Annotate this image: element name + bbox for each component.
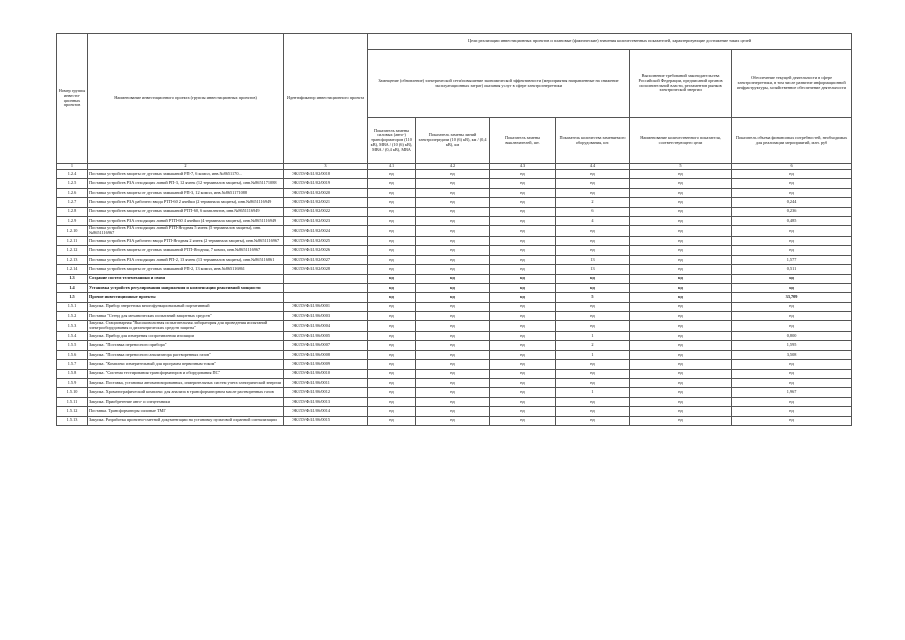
indicator-4-3-cell: нд [490,198,556,207]
indicator-4-3-cell: нд [490,341,556,350]
indicator-4-4-cell: 1 [556,332,630,341]
indicator-6-cell: нд [732,188,852,197]
table-row [57,255,852,264]
indicator-6-cell: нд [732,312,852,321]
column-number: 4.1 [368,164,416,170]
project-name-cell: Поставка устройств защиты от дуговых замыканий РП-2, 13 компл, инв.№865116861 [88,265,284,274]
project-name-cell: Закупка. "Система тестирования трансформаторов и оборудования ПС" [88,369,284,378]
project-id-cell: ЭК/ЛЭ/Ф/41/02/0024 [284,226,368,237]
project-id-cell: ЭК/ЛЭ/Ф/41/02/0019 [284,179,368,188]
indicator-4-4-cell: нд [556,379,630,388]
column-number: 6 [732,164,852,170]
project-name-cell: Поставка устройств РЗА отходящих линий РТП-60 4 ячейки (4 терминала защиты), инв.№8651116949 [88,216,284,225]
indicator-4-4-cell: нд [556,312,630,321]
project-name-cell: Закупка. Приобретение авто- и спецтехники [88,397,284,406]
indicator-6-cell: нд [732,379,852,388]
indicator-4-1-cell: нд [368,226,416,237]
column-number: 4.2 [416,164,490,170]
indicator-5-cell: нд [630,198,732,207]
indicator-4-2-cell: нд [416,293,490,302]
row-number-cell: 1.5.10 [57,388,88,397]
indicator-4-2-cell: нд [416,188,490,197]
row-number-cell: 1.2.12 [57,246,88,255]
project-id-cell: ЭК/ЛЭ/Ф/41/06/0011 [284,379,368,388]
indicator-6-cell: нд [732,236,852,245]
indicator-4-3-cell: нд [490,246,556,255]
indicator-4-1-cell: нд [368,407,416,416]
indicator-4-4-cell: 2 [556,198,630,207]
indicator-4-2-cell: нд [416,216,490,225]
indicator-6-cell: 0,244 [732,198,852,207]
indicator-4-2-cell: нд [416,236,490,245]
table-row [57,207,852,216]
indicator-4-4-cell: нд [556,302,630,311]
project-id-cell: ЭК/ЛЭ/Ф/41/06/0005 [284,332,368,341]
indicator-4-2-cell: нд [416,283,490,292]
indicator-5-cell: нд [630,216,732,225]
indicator-4-2-cell: нд [416,341,490,350]
header-indicator-6: Показатель объема финансовых потребностей, необходимых для реализации мероприятий, млн. руб [732,118,852,164]
indicator-4-3-cell: нд [490,216,556,225]
project-name-cell: Поставка "Стенд для механических испытаний защитных средств" [88,312,284,321]
indicator-4-1-cell: нд [368,179,416,188]
table-row [57,388,852,397]
project-id-cell: ЭК/ЛЭ/Ф/41/06/0012 [284,388,368,397]
indicator-6-cell: нд [732,302,852,311]
indicator-4-4-cell: 1 [556,388,630,397]
column-number: 2 [88,164,284,170]
row-number-cell: 1.2.14 [57,265,88,274]
header-indicator-4-4: Показатель количества заменяемого оборудования, шт. [556,118,630,164]
table-row [57,332,852,341]
row-number-cell: 1.5.1 [57,302,88,311]
indicator-4-1-cell: нд [368,312,416,321]
indicator-6-cell: нд [732,407,852,416]
header-group-number: Номер группы инвести-ционных проектов [57,34,88,164]
indicator-4-3-cell: нд [490,321,556,332]
indicator-5-cell: нд [630,283,732,292]
indicator-4-1-cell: нд [368,388,416,397]
indicator-4-2-cell: нд [416,360,490,369]
indicator-4-2-cell: нд [416,179,490,188]
header-group-compliance: Выполнение требований законодательства Российской Федерации, предписаний органов исполнительной власти, регламентов рынков электрической энергии [630,50,732,118]
indicator-6-cell: нд [732,179,852,188]
project-id-cell: ЭК/ЛЭ/Ф/41/02/0023 [284,216,368,225]
indicator-4-2-cell: нд [416,170,490,179]
indicator-4-3-cell: нд [490,397,556,406]
indicator-4-4-cell: нд [556,321,630,332]
indicator-4-2-cell: нд [416,397,490,406]
indicator-6-cell: нд [732,246,852,255]
table-row [57,379,852,388]
project-id-cell: ЭК/ЛЭ/Ф/41/02/0018 [284,170,368,179]
indicator-4-4-cell: нд [556,170,630,179]
row-number-cell: 1.2.6 [57,188,88,197]
indicator-5-cell: нд [630,255,732,264]
indicator-4-1-cell: нд [368,236,416,245]
row-number-cell: 1.5.13 [57,416,88,425]
indicator-5-cell: нд [630,360,732,369]
project-name-cell: Поставка устройств защиты от дуговых замыканий РП-7, 6 компл, инв.№8651170... [88,170,284,179]
indicator-5-cell: нд [630,293,732,302]
indicator-4-3-cell: нд [490,265,556,274]
indicator-5-cell: нд [630,397,732,406]
project-name-cell: Поставка устройств РЗА рабочего ввода РТП-Ягодная 2 ячеек (2 терминала защиты), инв.№8651116967 [88,236,284,245]
indicator-4-4-cell: 2 [556,341,630,350]
header-indicator-4-1: Показатель замены силовых (авто-) трансформаторов (110 кВ), МВА / (10 (6) кВ), МВА / (0,4 кВ), МВА [368,118,416,164]
project-name-cell: Создание систем телемеханики и связи [88,274,284,283]
project-name-cell: Поставка устройств защиты от дуговых замыканий РП-3, 12 компл, инв.№8651171088 [88,188,284,197]
indicator-4-2-cell: нд [416,350,490,359]
row-number-cell: 1.5.7 [57,360,88,369]
project-name-cell: Закупка. "Поставка переносного анализатора растворенных газов" [88,350,284,359]
table-row [57,302,852,311]
indicator-4-3-cell: нд [490,332,556,341]
indicator-4-2-cell: нд [416,369,490,378]
column-number: 3 [284,164,368,170]
table-row [57,226,852,237]
project-id-cell: ЭК/ЛЭ/Ф/41/02/0027 [284,255,368,264]
indicator-4-1-cell: нд [368,350,416,359]
table-row [57,216,852,225]
project-name-cell: Поставка. Трансформаторы силовые ТМГ [88,407,284,416]
table-row [57,283,852,292]
table-row [57,293,852,302]
project-name-cell: Поставка устройств РЗА отходящих линий РП-2, 13 ячеек (13 терминалов защиты), инв.№865116861 [88,255,284,264]
indicator-4-1-cell: нд [368,216,416,225]
header-indicator-4-2: Показатель замены линий электропередачи (10 (6) кВ), км / (0,4 кВ), км [416,118,490,164]
indicator-5-cell: нд [630,350,732,359]
table-body [57,164,852,426]
indicator-4-3-cell: нд [490,207,556,216]
row-number-cell: 1.5.4 [57,332,88,341]
indicator-4-4-cell: нд [556,236,630,245]
project-name-cell: Закупка. Разработка проектно-сметной документации на установку пультовой охранной сигнализации [88,416,284,425]
indicator-4-3-cell: нд [490,170,556,179]
indicator-4-2-cell: нд [416,207,490,216]
indicator-4-2-cell: нд [416,265,490,274]
project-id-cell: ЭК/ЛЭ/Ф/41/02/0022 [284,207,368,216]
project-name-cell: Закупка. "Комплекс измерительный для программ первичным током" [88,360,284,369]
indicator-4-1-cell: нд [368,198,416,207]
project-name-cell: Закупка. Хроматографический комплекс для анализа в трансформаторном масле растворенных газов [88,388,284,397]
column-number: 4.4 [556,164,630,170]
indicator-4-4-cell: нд [556,274,630,283]
project-id-cell [284,274,368,283]
indicator-4-3-cell: нд [490,226,556,237]
indicator-4-1-cell: нд [368,293,416,302]
indicator-4-2-cell: нд [416,226,490,237]
indicator-4-3-cell: нд [490,312,556,321]
row-number-cell: 1.5.5 [57,341,88,350]
project-id-cell: ЭК/ЛЭ/Ф/41/02/0025 [284,236,368,245]
header-group-support: Обеспечение текущей деятельности в сфере электроэнергетики, в том числе развитие информационной инфраструктуры, хозяйственное обеспечение деятельности [732,50,852,118]
row-number-cell: 1.5.8 [57,369,88,378]
indicator-4-3-cell: нд [490,388,556,397]
project-id-cell: ЭК/ЛЭ/Ф/41/06/0013 [284,397,368,406]
table-row [57,236,852,245]
indicator-6-cell: нд [732,321,852,332]
indicator-4-3-cell: нд [490,369,556,378]
indicator-4-4-cell: 13 [556,265,630,274]
indicator-4-1-cell: нд [368,321,416,332]
indicator-5-cell: нд [630,341,732,350]
indicator-4-1-cell: нд [368,265,416,274]
row-number-cell: 1.2.11 [57,236,88,245]
indicator-4-3-cell: нд [490,360,556,369]
indicator-4-2-cell: нд [416,321,490,332]
table-row [57,369,852,378]
row-number-cell: 1.5.11 [57,397,88,406]
indicator-4-1-cell: нд [368,416,416,425]
indicator-6-cell: 33,709 [732,293,852,302]
indicator-4-1-cell: нд [368,207,416,216]
table-row [57,360,852,369]
indicator-6-cell: 0,511 [732,265,852,274]
indicator-4-1-cell: нд [368,283,416,292]
indicator-4-1-cell: нд [368,369,416,378]
indicator-4-2-cell: нд [416,302,490,311]
project-name-cell: Установка устройств регулирования напряжения и компенсации реактивной мощности [88,283,284,292]
indicator-4-1-cell: нд [368,170,416,179]
project-name-cell: Поставка устройств защиты от дуговых замыканий РТП-60, 6 комплектов, инв.№8651116949 [88,207,284,216]
column-number: 5 [630,164,732,170]
indicator-4-2-cell: нд [416,407,490,416]
indicator-4-2-cell: нд [416,198,490,207]
indicator-5-cell: нд [630,332,732,341]
header-project-id: Идентификатор инвестиционного проекта [284,34,368,164]
row-number-cell: 1.3 [57,274,88,283]
table-row [57,265,852,274]
project-name-cell: Поставка устройств защиты от дуговых замыканий РТП-Ягодная, 7 компл, инв.№8651116967 [88,246,284,255]
indicator-4-2-cell: нд [416,312,490,321]
indicator-4-3-cell: нд [490,255,556,264]
indicator-5-cell: нд [630,274,732,283]
indicator-6-cell: 0,236 [732,207,852,216]
indicator-4-1-cell: нд [368,341,416,350]
project-id-cell: ЭК/ЛЭ/Ф/41/02/0021 [284,198,368,207]
project-id-cell: ЭК/ЛЭ/Ф/41/06/0010 [284,369,368,378]
indicator-6-cell: 1,577 [732,255,852,264]
indicator-4-3-cell: нд [490,379,556,388]
indicator-6-cell: нд [732,283,852,292]
table-row [57,188,852,197]
project-id-cell [284,293,368,302]
row-number-cell: 1.2.10 [57,226,88,237]
indicator-4-4-cell: нд [556,369,630,378]
investment-report-table [56,33,851,426]
indicator-4-1-cell: нд [368,397,416,406]
row-number-cell: 1.2.7 [57,198,88,207]
indicator-4-1-cell: нд [368,255,416,264]
indicator-4-2-cell: нд [416,246,490,255]
project-name-cell: Закупка. "Поставка переносного прибора" [88,341,284,350]
row-number-cell: 1.5.12 [57,407,88,416]
table-row [57,350,852,359]
header-project-name: Наименование инвестиционного проекта (группы инвестиционных проектов) [88,34,284,164]
project-id-cell: ЭК/ЛЭ/Ф/41/02/0026 [284,246,368,255]
indicator-5-cell: нд [630,226,732,237]
indicator-4-3-cell: нд [490,274,556,283]
project-id-cell: ЭК/ЛЭ/Ф/41/06/0014 [284,407,368,416]
indicator-4-4-cell: нд [556,226,630,237]
indicator-4-4-cell: 13 [556,255,630,264]
indicator-4-2-cell: нд [416,274,490,283]
project-name-cell: Поставка устройств РЗА отходящих линий РП-3, 12 ячеек (12 терминалов защиты), инв.№8651171088 [88,179,284,188]
indicator-4-4-cell: нд [556,416,630,425]
project-name-cell: Прочие инвестиционные проекты [88,293,284,302]
indicator-4-2-cell: нд [416,379,490,388]
indicator-4-1-cell: нд [368,188,416,197]
indicator-5-cell: нд [630,179,732,188]
indicator-6-cell: нд [732,416,852,425]
indicator-6-cell: нд [732,170,852,179]
row-number-cell: 1.2.5 [57,179,88,188]
table-row [57,198,852,207]
indicator-4-3-cell: нд [490,293,556,302]
indicator-4-3-cell: нд [490,236,556,245]
indicator-5-cell: нд [630,302,732,311]
indicator-4-2-cell: нд [416,388,490,397]
indicator-5-cell: нд [630,407,732,416]
indicator-4-4-cell: нд [556,179,630,188]
indicator-4-3-cell: нд [490,283,556,292]
indicator-5-cell: нд [630,321,732,332]
indicator-5-cell: нд [630,388,732,397]
indicator-4-3-cell: нд [490,407,556,416]
table-row [57,274,852,283]
indicator-5-cell: нд [630,379,732,388]
row-number-cell: 1.2.8 [57,207,88,216]
project-id-cell: ЭК/ЛЭ/Ф/41/06/0003 [284,312,368,321]
row-number-cell: 1.2.4 [57,170,88,179]
indicator-6-cell: 0,485 [732,216,852,225]
project-name-cell: Закупка. Прибор энергетика многофункциональный портативный [88,302,284,311]
indicator-4-4-cell: нд [556,397,630,406]
project-id-cell: ЭК/ЛЭ/Ф/41/02/0020 [284,188,368,197]
indicator-5-cell: нд [630,246,732,255]
indicator-4-3-cell: нд [490,416,556,425]
project-name-cell: Поставка устройств РЗА отходящих линий РТП-Ягодная 5 ячеек (5 терминалов защиты), инв.№8651116967 [88,226,284,237]
table-row [57,246,852,255]
row-number-cell: 1.5.9 [57,379,88,388]
table-row [57,397,852,406]
indicator-4-4-cell: 5 [556,293,630,302]
row-number-cell: 1.5.6 [57,350,88,359]
indicator-6-cell: нд [732,360,852,369]
indicator-4-4-cell: нд [556,407,630,416]
row-number-cell: 1.5.2 [57,312,88,321]
project-name-cell: Закупка. Прибор для измерения сопротивления изоляции [88,332,284,341]
project-id-cell [284,283,368,292]
indicator-5-cell: нд [630,188,732,197]
indicator-4-1-cell: нд [368,302,416,311]
indicator-4-3-cell: нд [490,302,556,311]
indicators-table [56,33,852,426]
header-group-replacement: Замещение (обновление) электрической сети/повышение экономической эффективности (мероприятия направленные на снижение эксплуатационных затрат) оказания услуг в сфере электроэнергетики [368,50,630,118]
indicator-4-4-cell: нд [556,283,630,292]
project-id-cell: ЭК/ЛЭ/Ф/41/06/0007 [284,341,368,350]
row-number-cell: 1.5.3 [57,321,88,332]
row-number-cell: 1.2.13 [57,255,88,264]
indicator-5-cell: нд [630,236,732,245]
indicator-4-4-cell: нд [556,360,630,369]
indicator-4-3-cell: нд [490,350,556,359]
row-number-cell: 1.4 [57,283,88,292]
project-name-cell: Закупка. Поставка, установка автоматизированных, измерительных систем учета электрической энергии [88,379,284,388]
column-number: 1 [57,164,88,170]
indicator-4-1-cell: нд [368,360,416,369]
table-row [57,312,852,321]
indicator-5-cell: нд [630,207,732,216]
header-indicator-5: Наименование количественного показателя, соответствующего цели [630,118,732,164]
header-goals-title: Цели реализации инвестиционных проектов и плановые (фактические) значения количественных показателей, характеризующие достижение таких целей [368,34,852,50]
project-id-cell: ЭК/ЛЭ/Ф/41/06/0004 [284,321,368,332]
indicator-4-1-cell: нд [368,332,416,341]
indicator-4-4-cell: нд [556,188,630,197]
indicator-4-2-cell: нд [416,332,490,341]
indicator-6-cell: нд [732,274,852,283]
indicator-5-cell: нд [630,265,732,274]
indicator-6-cell: нд [732,397,852,406]
indicator-5-cell: нд [630,170,732,179]
indicator-5-cell: нд [630,416,732,425]
indicator-4-3-cell: нд [490,188,556,197]
project-name-cell: Закупка. Стационарная "Высоковольтная испытательная лаборатория для проведения испытаний электрооборудования и диэлектрических средств защиты" [88,321,284,332]
indicator-4-4-cell: 1 [556,350,630,359]
indicator-4-1-cell: нд [368,379,416,388]
indicator-5-cell: нд [630,369,732,378]
table-row [57,179,852,188]
indicator-6-cell: 3,508 [732,350,852,359]
project-id-cell: ЭК/ЛЭ/Ф/41/06/0008 [284,350,368,359]
table-row [57,407,852,416]
indicator-4-1-cell: нд [368,274,416,283]
row-number-cell: 1.2.9 [57,216,88,225]
indicator-4-1-cell: нд [368,246,416,255]
indicator-4-4-cell: нд [556,246,630,255]
indicator-6-cell: 1,967 [732,388,852,397]
header-indicator-4-3: Показатель замены выключателей, шт. [490,118,556,164]
indicator-6-cell: нд [732,226,852,237]
row-number-cell: 1.5 [57,293,88,302]
table-row [57,341,852,350]
project-id-cell: ЭК/ЛЭ/Ф/41/06/0001 [284,302,368,311]
indicator-4-3-cell: нд [490,179,556,188]
indicator-6-cell: нд [732,369,852,378]
indicator-4-4-cell: 6 [556,207,630,216]
column-number: 4.3 [490,164,556,170]
project-id-cell: ЭК/ЛЭ/Ф/41/06/0009 [284,360,368,369]
project-name-cell: Поставка устройств РЗА рабочего ввода РТП-60 2 ячейки (2 терминала защиты), инв.№8651116949 [88,198,284,207]
table-row [57,321,852,332]
table-row [57,416,852,425]
indicator-4-2-cell: нд [416,255,490,264]
indicator-6-cell: 0,800 [732,332,852,341]
table-row [57,170,852,179]
project-id-cell: ЭК/ЛЭ/Ф/41/06/0015 [284,416,368,425]
indicator-6-cell: 1,595 [732,341,852,350]
indicator-4-4-cell: 4 [556,216,630,225]
project-id-cell: ЭК/ЛЭ/Ф/41/02/0028 [284,265,368,274]
indicator-5-cell: нд [630,312,732,321]
indicator-4-2-cell: нд [416,416,490,425]
